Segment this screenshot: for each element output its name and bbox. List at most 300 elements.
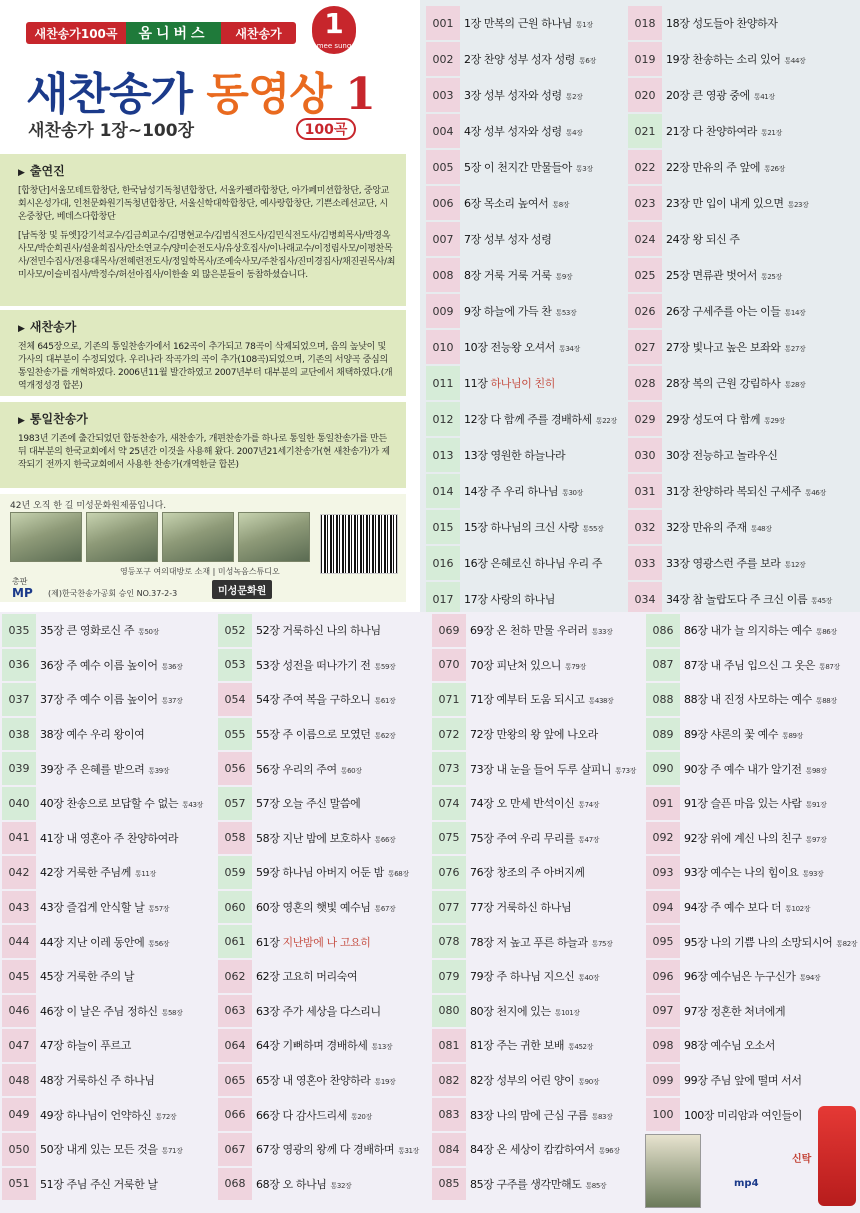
unified-hymn-number: 통22장 (595, 417, 617, 425)
song-title: 19장 찬송하는 소리 있어 통44장 (666, 53, 806, 66)
unified-hymn-number: 통452장 (568, 1043, 593, 1052)
performers-soloists: [남독창 및 듀엣]강기석교수/김금희교수/김명현교수/김범식전도사/김민식전도사/김병희목사/박경옥사모/박순희권사/설윤희집사/안소연교수/양미순전도사/유상호집사/이나래교수/이정림사모/이평찬목사/전민수집사/전용대목사/전혜련전도사/정일학목사/조예숙사모/주찬집사/진미경집사/채진권목사/최미사모/이슬비집사/박정수/허선아집사/이한솔 외 많은분들이 동참하셨습니다. (18, 231, 396, 280)
song-title: 3장 성부 성자와 성령 통2장 (464, 89, 583, 102)
song-number: 014 (426, 474, 460, 508)
song-number: 100 (646, 1098, 680, 1131)
song-number: 026 (628, 294, 662, 328)
song-title: 46장 이 날은 주님 정하신 통58장 (40, 1004, 183, 1018)
song-row (2, 960, 214, 993)
unified-hymn-number: 통47장 (578, 835, 600, 844)
song-row (218, 925, 430, 958)
unified-hymn-number: 통88장 (815, 697, 837, 706)
song-title: 5장 이 천지간 만물들아 통3장 (464, 161, 593, 174)
unified-hymn-number: 통8장 (552, 201, 570, 209)
song-row (432, 822, 644, 855)
song-title: 70장 피난처 있으니 통79장 (470, 658, 586, 672)
song-title: 83장 나의 맘에 근심 구름 통83장 (470, 1108, 613, 1122)
unified-hymn-number: 통93장 (802, 870, 824, 879)
song-title-highlight: 지난밤에 나 고요히 (282, 935, 371, 949)
song-row (2, 1064, 214, 1097)
song-row (628, 438, 858, 472)
song-title: 68장 오 하나님 통32장 (256, 1177, 352, 1191)
song-row (218, 960, 430, 993)
photo-strip (0, 494, 406, 602)
song-number: 086 (646, 614, 680, 647)
song-row (218, 822, 430, 855)
song-number: 040 (2, 787, 36, 820)
song-title: 85장 구주를 생각만해도 통85장 (470, 1177, 607, 1191)
unified-hymn-number: 통101장 (554, 1008, 580, 1017)
song-title: 16장 은혜로신 하나님 우리 주 (464, 557, 603, 570)
song-row (628, 150, 858, 184)
song-number: 068 (218, 1168, 252, 1201)
song-list-top (420, 0, 860, 612)
song-number: 015 (426, 510, 460, 544)
song-title: 48장 거룩하신 주 하나님 (40, 1074, 155, 1088)
song-row (2, 1098, 214, 1131)
song-number: 080 (432, 995, 466, 1028)
song-row (646, 822, 858, 855)
song-row (218, 787, 430, 820)
series-label-b: 옴니버스 (126, 22, 221, 44)
song-row (628, 6, 858, 40)
song-row (426, 474, 626, 508)
song-title: 64장 기뻐하며 경배하세 통13장 (256, 1039, 393, 1053)
song-title: 95장 나의 기쁨 나의 소망되시어 통82장 (684, 935, 858, 949)
unified-hymn-number: 통39장 (148, 766, 170, 775)
song-row (426, 294, 626, 328)
unified-hymn-number: 통11장 (134, 870, 156, 879)
unified-hymn-number: 통4장 (565, 129, 583, 137)
song-number: 054 (218, 683, 252, 716)
song-row (426, 546, 626, 580)
song-row (646, 891, 858, 924)
song-title: 42장 거룩한 주님께 통11장 (40, 866, 156, 880)
song-number: 023 (628, 186, 662, 220)
unified-hymn-number: 통56장 (148, 939, 170, 948)
song-number: 020 (628, 78, 662, 112)
unified-hymn-number: 통14장 (784, 309, 806, 317)
song-title: 39장 주 은혜를 받으려 통39장 (40, 762, 170, 776)
unified-hymn-number: 통79장 (564, 662, 586, 671)
cover-panel (0, 0, 420, 612)
song-number: 075 (432, 822, 466, 855)
song-title: 98장 예수님 오소서 (684, 1039, 775, 1053)
sd-card-icon: 신탁 (792, 1154, 812, 1165)
song-title: 36장 주 예수 이름 높이어 통36장 (40, 658, 183, 672)
unified-hymnal-text: 1983년 기존에 출간되었던 합동찬송가, 새찬송가, 개편찬송가를 하나로 통일한 통일찬송가를 만든 뒤 대부분의 한국교회에서 약 25년간 이것을 사용해 왔다. 2007년21세기찬송가(현 새찬송가)가 제작되기 전까지 한국교회에서 사용한 찬송가(개역한글 합본) (18, 434, 390, 470)
song-number: 028 (628, 366, 662, 400)
unified-hymn-number: 통58장 (161, 1008, 183, 1017)
song-title: 63장 주가 세상을 다스리니 (256, 1004, 381, 1018)
song-row (432, 787, 644, 820)
unified-hymn-number: 통30장 (562, 489, 583, 497)
song-row (426, 438, 626, 472)
song-title: 13장 영원한 하늘나라 (464, 449, 566, 462)
song-title: 51장 주님 주신 거룩한 날 (40, 1177, 158, 1191)
song-number: 036 (2, 649, 36, 682)
song-title: 20장 큰 영광 중에 통41장 (666, 89, 775, 102)
song-number: 089 (646, 718, 680, 751)
song-number: 003 (426, 78, 460, 112)
song-number: 009 (426, 294, 460, 328)
unified-hymn-number: 통36장 (161, 662, 183, 671)
song-row (218, 683, 430, 716)
song-number: 062 (218, 960, 252, 993)
song-row (426, 402, 626, 436)
unified-hymn-number: 통85장 (585, 1181, 607, 1190)
unified-hymn-number: 통89장 (782, 732, 803, 741)
song-row (432, 925, 644, 958)
song-title: 96장 예수님은 누구신가 통94장 (684, 970, 821, 984)
song-number: 051 (2, 1168, 36, 1201)
unified-hymn-number: 통28장 (784, 381, 806, 389)
song-number: 027 (628, 330, 662, 364)
song-number: 007 (426, 222, 460, 256)
song-row (218, 891, 430, 924)
performers-box (0, 154, 406, 306)
song-number: 098 (646, 1029, 680, 1062)
song-number: 099 (646, 1064, 680, 1097)
song-number: 006 (426, 186, 460, 220)
song-title: 88장 내 진정 사모하는 예수 통88장 (684, 693, 837, 707)
song-number: 022 (628, 150, 662, 184)
unified-hymn-number: 통94장 (799, 974, 821, 983)
unified-hymn-number: 통43장 (182, 801, 203, 810)
volume-number: 1 (324, 7, 344, 40)
unified-hymn-number: 통41장 (753, 93, 775, 101)
new-hymnal-heading: ▶ 새찬송가 (18, 318, 396, 335)
song-row (432, 1098, 644, 1131)
song-title: 90장 주 예수 내가 알기전 통98장 (684, 762, 827, 776)
song-number: 019 (628, 42, 662, 76)
song-title: 62장 고요히 머리숙여 (256, 970, 358, 984)
song-number: 039 (2, 752, 36, 785)
song-number: 030 (628, 438, 662, 472)
song-row (628, 474, 858, 508)
unified-hymn-number: 통87장 (818, 662, 840, 671)
song-title: 29장 성도여 다 함께 통29장 (666, 413, 785, 426)
song-number: 047 (2, 1029, 36, 1062)
song-title: 14장 주 우리 하나님 통30장 (464, 485, 583, 498)
mp-logo: MP (12, 586, 33, 600)
song-title: 92장 위에 계신 나의 친구 통97장 (684, 831, 827, 845)
unified-hymn-number: 통37장 (161, 697, 183, 706)
mp4-icon: mp4 (734, 1178, 759, 1189)
song-number: 033 (628, 546, 662, 580)
song-number: 083 (432, 1098, 466, 1131)
unified-hymn-number: 통74장 (578, 801, 600, 810)
studio-photo (86, 512, 158, 562)
unified-hymn-number: 통27장 (784, 345, 806, 353)
song-number: 016 (426, 546, 460, 580)
count-badge: 100곡 (296, 118, 356, 140)
song-title: 57장 오늘 주신 말씀에 (256, 797, 361, 811)
song-row (628, 258, 858, 292)
song-title: 81장 주는 귀한 보배 통452장 (470, 1039, 593, 1053)
song-row (432, 649, 644, 682)
song-title: 35장 큰 영화로신 주 통50장 (40, 624, 159, 638)
song-row (646, 856, 858, 889)
unified-hymn-number: 통33장 (591, 628, 613, 637)
song-number: 002 (426, 42, 460, 76)
unified-hymn-number: 통72장 (155, 1112, 177, 1121)
song-title: 47장 하늘이 푸르고 (40, 1039, 131, 1053)
unified-hymn-number: 통29장 (764, 417, 785, 425)
song-title: 1장 만복의 근원 하나님 통1장 (464, 17, 593, 30)
song-number: 018 (628, 6, 662, 40)
photo-caption: 42년 오직 한 길 미성문화원제품입니다. (10, 501, 167, 511)
song-number: 096 (646, 960, 680, 993)
song-number: 057 (218, 787, 252, 820)
song-title: 4장 성부 성자와 성령 통4장 (464, 125, 583, 138)
song-number: 092 (646, 822, 680, 855)
studio-photo (162, 512, 234, 562)
song-row (426, 6, 626, 40)
song-row (432, 856, 644, 889)
unified-hymn-number: 통62장 (374, 732, 396, 741)
song-title: 32장 만유의 주재 통48장 (666, 521, 772, 534)
song-row (218, 718, 430, 751)
song-row (628, 294, 858, 328)
song-title: 58장 지난 밤에 보호하사 통66장 (256, 831, 396, 845)
series-label-a: 새찬송가100곡 (26, 22, 126, 44)
song-number: 053 (218, 649, 252, 682)
song-row (2, 1029, 214, 1062)
song-title: 33장 영광스런 주를 보라 통12장 (666, 557, 806, 570)
song-number: 008 (426, 258, 460, 292)
song-row (2, 718, 214, 751)
title-part-b: 동영상 (206, 69, 331, 120)
song-number: 078 (432, 925, 466, 958)
song-title: 45장 거룩한 주의 날 (40, 970, 135, 984)
song-row (426, 366, 626, 400)
unified-hymn-number: 통20장 (350, 1112, 372, 1121)
song-row (628, 222, 858, 256)
song-title: 66장 다 감사드리세 통20장 (256, 1108, 372, 1122)
song-number: 029 (628, 402, 662, 436)
song-title: 25장 면류관 벗어서 통25장 (666, 269, 782, 282)
song-title: 38장 예수 우리 왕이여 (40, 728, 145, 742)
song-row (2, 995, 214, 1028)
song-number: 043 (2, 891, 36, 924)
approval-number: (제)한국찬송가공회 승인 NO.37-2-3 (48, 589, 178, 598)
song-row (628, 582, 858, 616)
unified-hymn-number: 통53장 (555, 309, 577, 317)
song-row (432, 1168, 644, 1201)
song-title: 56장 우리의 주여 통60장 (256, 762, 362, 776)
song-number: 064 (218, 1029, 252, 1062)
song-number: 060 (218, 891, 252, 924)
song-row (218, 1133, 430, 1166)
album-cover-thumbnail (645, 1134, 701, 1208)
song-row (628, 186, 858, 220)
song-title: 65장 내 영혼아 찬양하라 통19장 (256, 1074, 396, 1088)
song-title: 23장 만 입이 내게 있으면 통23장 (666, 197, 809, 210)
song-title: 24장 왕 되신 주 (666, 233, 740, 246)
unified-hymnal-heading: ▶ 통일찬송가 (18, 410, 396, 427)
song-title: 73장 내 눈을 들어 두루 살피니 통73장 (470, 762, 637, 776)
media-format-icons (734, 1178, 763, 1189)
song-title: 12장 다 함께 주를 경배하세 통22장 (464, 413, 617, 426)
unified-hymn-number: 통57장 (148, 905, 170, 914)
unified-hymn-number: 통60장 (340, 766, 362, 775)
unified-hymn-number: 통97장 (805, 835, 827, 844)
title-part-c: 1 (345, 69, 375, 120)
song-row (628, 402, 858, 436)
song-number: 063 (218, 995, 252, 1028)
song-title: 31장 찬양하라 복되신 구세주 통46장 (666, 485, 826, 498)
song-row (628, 510, 858, 544)
song-title: 72장 만왕의 왕 앞에 나오라 (470, 728, 598, 742)
song-row (2, 1133, 214, 1166)
song-number: 017 (426, 582, 460, 616)
song-row (432, 1133, 644, 1166)
song-title: 71장 예부터 도움 되시고 통438장 (470, 693, 614, 707)
unified-hymn-number: 통1장 (575, 21, 593, 29)
new-hymnal-text: 전체 645장으로, 기존의 통일찬송가에서 162곡이 추가되고 78곡이 삭제되었으며, 음의 높낮이 및 가사의 대부분이 수정되었다. 우리나라 작곡가의 곡이 추가(108곡)되었으며, 기존의 서양곡 중심의 통일찬송가를 개혁하였다. 2006년11월 발간하였고 2007년부터 대부분의 교단에서 채택하였다.(개역개정성경 합본) (18, 342, 393, 391)
unified-hymn-number: 통55장 (582, 525, 604, 533)
song-number: 035 (2, 614, 36, 647)
song-title: 74장 오 만세 반석이신 통74장 (470, 797, 600, 811)
song-number: 069 (432, 614, 466, 647)
song-row (646, 925, 858, 958)
song-row (432, 891, 644, 924)
unified-hymn-number: 통9장 (555, 273, 573, 281)
song-list-bottom (0, 612, 860, 1213)
unified-hymn-number: 통2장 (565, 93, 583, 101)
usb-stick-icon (818, 1106, 856, 1206)
song-number: 049 (2, 1098, 36, 1131)
song-number: 041 (2, 822, 36, 855)
song-title: 44장 지난 이레 동안에 통56장 (40, 935, 170, 949)
song-number: 095 (646, 925, 680, 958)
song-number: 011 (426, 366, 460, 400)
unified-hymn-number: 통86장 (815, 628, 837, 637)
song-number: 010 (426, 330, 460, 364)
song-title: 37장 주 예수 이름 높이어 통37장 (40, 693, 183, 707)
song-title: 75장 주여 우리 무리를 통47장 (470, 831, 600, 845)
song-title: 53장 성전을 떠나가기 전 통59장 (256, 658, 396, 672)
song-number: 050 (2, 1133, 36, 1166)
song-row (646, 1029, 858, 1062)
series-bar (26, 22, 296, 44)
song-title: 21장 다 찬양하여라 통21장 (666, 125, 782, 138)
unified-hymn-number: 통61장 (374, 697, 396, 706)
song-title: 52장 거룩하신 나의 하나님 (256, 624, 381, 638)
song-row (646, 718, 858, 751)
song-row (432, 1029, 644, 1062)
brand-label: mee sung (316, 42, 352, 50)
unified-hymn-number: 통26장 (764, 165, 785, 173)
song-number: 001 (426, 6, 460, 40)
unified-hymn-number: 통12장 (784, 561, 806, 569)
song-row (628, 78, 858, 112)
song-number: 071 (432, 683, 466, 716)
unified-hymn-number: 통98장 (805, 766, 827, 775)
song-row (432, 960, 644, 993)
song-number: 032 (628, 510, 662, 544)
title-part-a: 새찬송가 (26, 69, 193, 120)
unified-hymn-number: 통50장 (138, 628, 159, 637)
song-number: 024 (628, 222, 662, 256)
unified-hymn-number: 통90장 (578, 1078, 600, 1087)
song-number: 061 (218, 925, 252, 958)
unified-hymn-number: 통31장 (398, 1147, 419, 1156)
song-title: 89장 샤론의 꽃 예수 통89장 (684, 728, 803, 742)
song-row (218, 614, 430, 647)
song-title: 8장 거룩 거룩 거룩 통9장 (464, 269, 573, 282)
song-number: 025 (628, 258, 662, 292)
song-title: 27장 빛나고 높은 보좌와 통27장 (666, 341, 806, 354)
song-number: 073 (432, 752, 466, 785)
song-number: 012 (426, 402, 460, 436)
song-row (426, 330, 626, 364)
song-row (432, 614, 644, 647)
song-number: 077 (432, 891, 466, 924)
song-title: 15장 하나님의 크신 사랑 통55장 (464, 521, 604, 534)
song-number: 004 (426, 114, 460, 148)
unified-hymn-number: 통32장 (330, 1181, 352, 1190)
song-row (2, 649, 214, 682)
unified-hymn-number: 통3장 (575, 165, 593, 173)
song-row (628, 114, 858, 148)
song-row (2, 614, 214, 647)
song-title: 86장 내가 늘 의지하는 예수 통86장 (684, 624, 837, 638)
song-row (218, 752, 430, 785)
song-row (628, 546, 858, 580)
song-title: 67장 영광의 왕께 다 경배하며 통31장 (256, 1143, 419, 1157)
song-number: 082 (432, 1064, 466, 1097)
song-title: 10장 전능왕 오셔서 통34장 (464, 341, 580, 354)
song-number: 091 (646, 787, 680, 820)
unified-hymn-number: 통59장 (374, 662, 396, 671)
song-row (646, 649, 858, 682)
song-row (2, 822, 214, 855)
song-row (218, 1098, 430, 1131)
song-number: 094 (646, 891, 680, 924)
song-number: 044 (2, 925, 36, 958)
unified-hymn-number: 통91장 (805, 801, 827, 810)
song-number: 067 (218, 1133, 252, 1166)
song-number: 048 (2, 1064, 36, 1097)
unified-hymn-number: 통73장 (615, 766, 637, 775)
song-row (646, 787, 858, 820)
song-title: 50장 내게 있는 모든 것을 통71장 (40, 1143, 183, 1157)
song-title: 9장 하늘에 가득 찬 통53장 (464, 305, 577, 318)
unified-hymn-number: 통21장 (760, 129, 782, 137)
song-title: 6장 목소리 높여서 통8장 (464, 197, 570, 210)
song-title: 18장 성도들아 찬양하자 (666, 17, 778, 30)
song-title: 69장 온 천하 만물 우러러 통33장 (470, 624, 613, 638)
unified-hymn-number: 통45장 (811, 597, 833, 605)
song-row (426, 258, 626, 292)
song-number: 087 (646, 649, 680, 682)
song-title: 76장 창조의 주 아버지께 (470, 866, 585, 880)
song-number: 070 (432, 649, 466, 682)
song-title: 11장 하나님이 친히 (464, 377, 555, 390)
song-title: 40장 찬송으로 보답할 수 없는 통43장 (40, 797, 203, 811)
unified-hymn-number: 통75장 (591, 939, 613, 948)
song-title: 34장 참 놀랍도다 주 크신 이름 통45장 (666, 593, 833, 606)
unified-hymn-number: 통96장 (598, 1147, 620, 1156)
song-title: 77장 거룩하신 하나님 (470, 901, 572, 915)
page-title (26, 58, 375, 122)
unified-hymn-number: 통19장 (374, 1078, 396, 1087)
song-row (628, 330, 858, 364)
song-row (432, 752, 644, 785)
song-row (218, 1168, 430, 1201)
